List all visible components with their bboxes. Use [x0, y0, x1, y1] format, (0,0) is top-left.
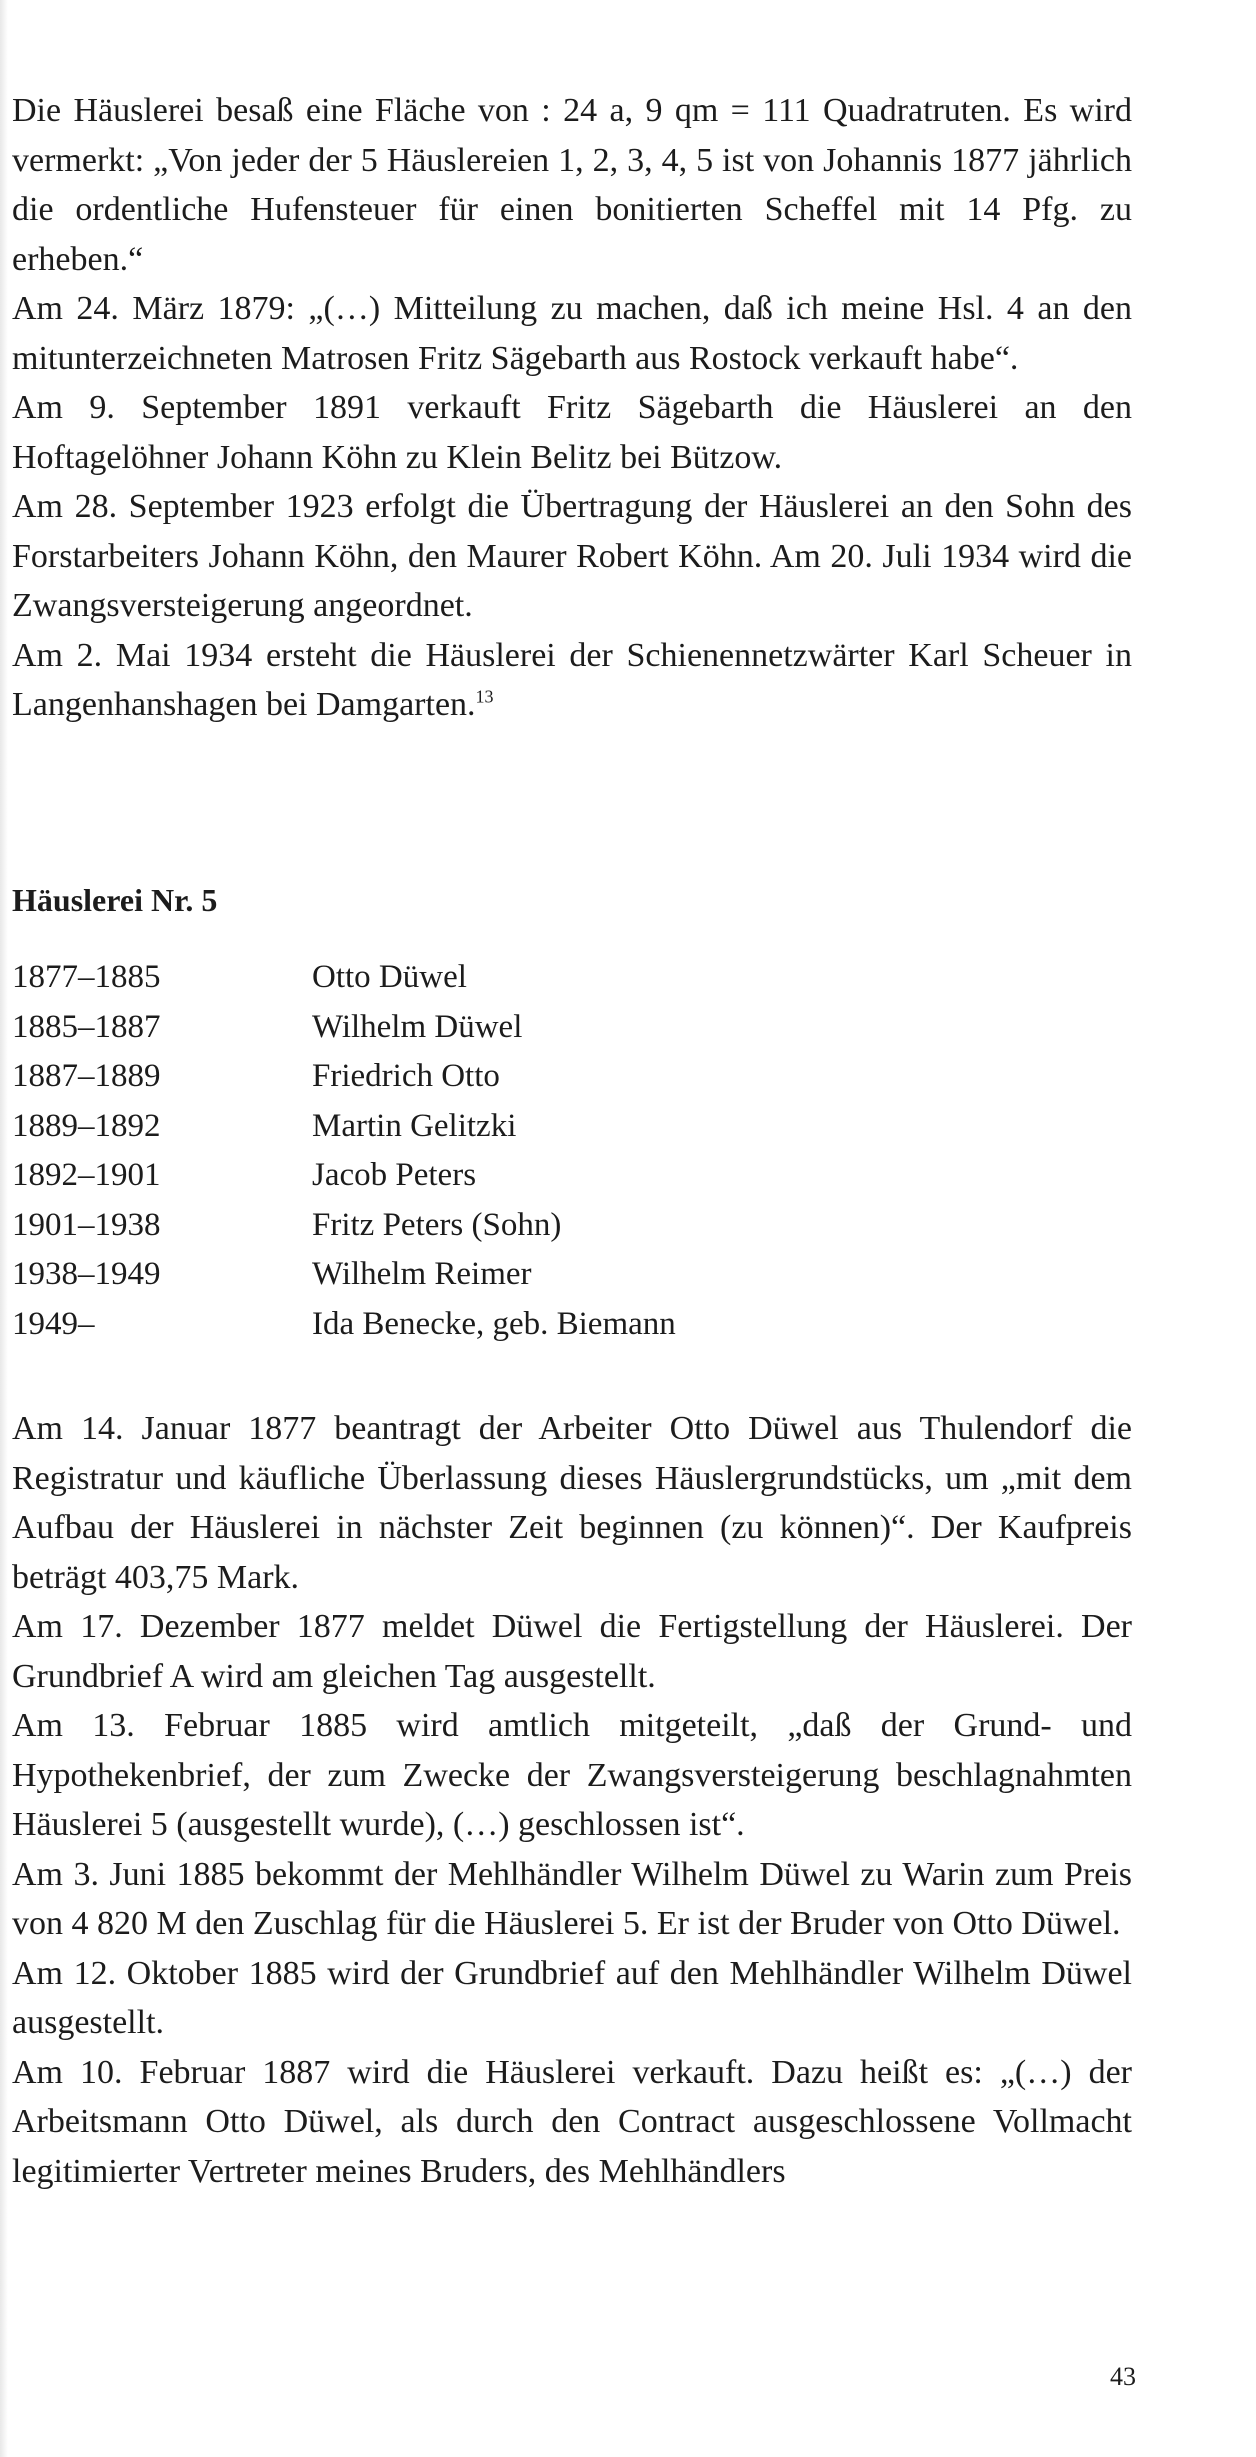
paragraph-1923: Am 28. September 1923 erfolgt die Übertragung der Häuslerei an den Sohn des Forstarbeiters Johann Köhn, den Maurer Robert Köhn. Am 20. Juli 1934 wird die Zwangsversteigerung angeordnet. [12, 488, 1132, 624]
paragraph-1934-text: Am 2. Mai 1934 ersteht die Häuslerei der Schienennetzwärter Karl Scheuer in Langenhanshagen bei Damgarten. [12, 636, 1132, 723]
owner-row [12, 1300, 912, 1350]
owner-years: 1877–1885 [12, 959, 161, 995]
page-edge-shadow [0, 0, 8, 2457]
owner-years: 1892–1901 [12, 1157, 161, 1193]
footnote-reference: 13 [475, 686, 494, 707]
owner-years: 1889–1892 [12, 1107, 161, 1144]
owner-list [12, 953, 912, 1349]
owner-years: 1901–1938 [12, 1206, 161, 1243]
owner-name: Martin Gelitzki [312, 1107, 517, 1144]
owner-years: 1885–1887 [12, 1008, 161, 1045]
owner-name: Wilhelm Düwel [312, 1008, 523, 1045]
paragraph-jan-1877: Am 14. Januar 1877 beantragt der Arbeiter Otto Düwel aus Thulendorf die Registratur und käufliche Überlassung dieses Häuslergrundstücks, um „mit dem Aufbau der Häuslerei in nächster Zeit beginnen (zu können)“. Der Kaufpreis beträgt 403,75 Mark. [12, 1410, 1132, 1596]
owner-name: Jacob Peters [312, 1157, 477, 1193]
owner-row [12, 1201, 912, 1251]
top-text-block [12, 86, 1132, 730]
owner-years: 1949– [12, 1305, 95, 1342]
paragraph-jun-1885: Am 3. Juni 1885 bekommt der Mehlhändler Wilhelm Düwel zu Warin zum Preis von 4 820 M den Zuschlag für die Häuslerei 5. Er ist der Bruder von Otto Düwel. [12, 1855, 1132, 1942]
paragraph-1934 [12, 631, 1132, 730]
section-heading: Häuslerei Nr. 5 [12, 882, 218, 918]
paragraph-1879: Am 24. März 1879: „(…) Mitteilung zu machen, daß ich meine Hsl. 4 an den mitunterzeichneten Matrosen Fritz Sägebarth aus Rostock verkauft habe“. [12, 290, 1132, 377]
bottom-text-block [12, 1404, 1132, 2196]
page-number: 43 [1110, 2362, 1136, 2391]
paragraph-oct-1885: Am 12. Oktober 1885 wird der Grundbrief auf den Mehlhändler Wilhelm Düwel ausgestellt. [12, 1954, 1132, 2041]
owner-years: 1938–1949 [12, 1256, 161, 1292]
paragraph-area: Die Häuslerei besaß eine Fläche von : 24 a, 9 qm = 111 Quadratruten. Es wird vermerkt: „Von jeder der 5 Häuslereien 1, 2, 3, 4, 5 ist von Johannis 1877 jährlich die ordentliche Hufensteuer für einen bonitierten Scheffel mit 14 Pfg. zu erheben.“ [12, 92, 1132, 278]
owner-row [12, 1250, 912, 1300]
owner-row [12, 953, 912, 1003]
owner-name: Wilhelm Reimer [312, 1256, 532, 1292]
owner-row [12, 1003, 912, 1053]
owner-row [12, 1151, 912, 1201]
owner-name: Fritz Peters (Sohn) [312, 1206, 562, 1243]
owner-name: Otto Düwel [312, 959, 467, 995]
paragraph-1891: Am 9. September 1891 verkauft Fritz Sägebarth die Häuslerei an den Hoftagelöhner Johann Köhn zu Klein Belitz bei Bützow. [12, 389, 1132, 476]
owner-row [12, 1102, 912, 1152]
owner-years: 1887–1889 [12, 1058, 161, 1094]
paragraph-feb-1885: Am 13. Februar 1885 wird amtlich mitgeteilt, „daß der Grund- und Hypothekenbrief, der zum Zwecke der Zwangsversteigerung beschlagnahmten Häuslerei 5 (ausgestellt wurde), (…) geschlossen ist“. [12, 1707, 1132, 1843]
paragraph-dec-1877: Am 17. Dezember 1877 meldet Düwel die Fertigstellung der Häuslerei. Der Grundbrief A wird am gleichen Tag ausgestellt. [12, 1608, 1132, 1695]
paragraph-feb-1887: Am 10. Februar 1887 wird die Häuslerei verkauft. Dazu heißt es: „(…) der Arbeitsmann Otto Düwel, als durch den Contract ausgeschlossene Vollmacht legitimierter Vertreter meines Bruders, des Mehlhändlers [12, 2053, 1132, 2190]
owner-row [12, 1052, 912, 1102]
owner-name: Friedrich Otto [312, 1058, 500, 1094]
owner-name: Ida Benecke, geb. Biemann [312, 1305, 676, 1342]
